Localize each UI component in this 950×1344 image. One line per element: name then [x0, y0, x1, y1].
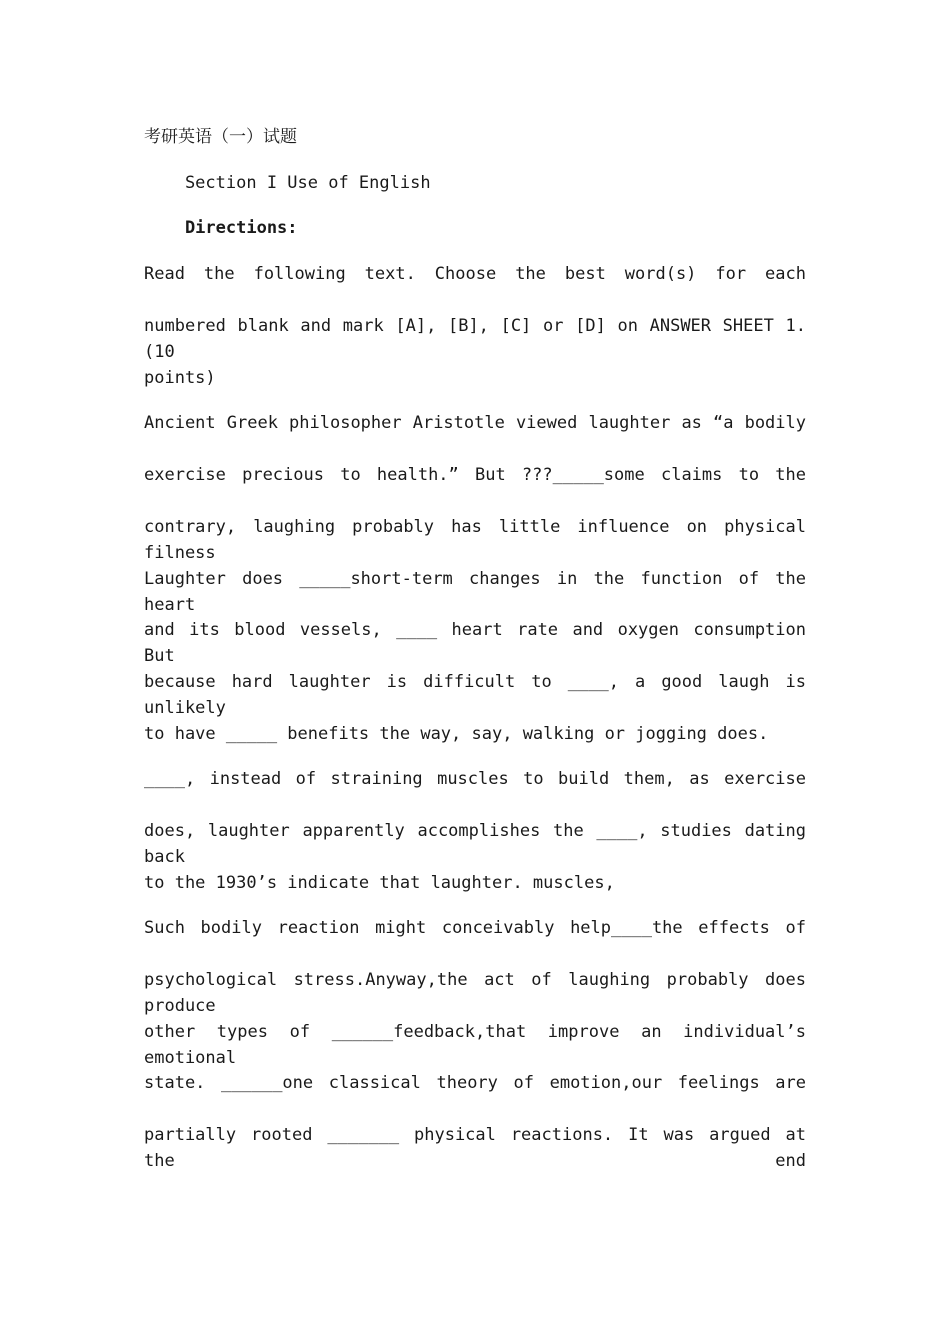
text-line: Such bodily reaction might conceivably help____the effects of — [144, 918, 806, 938]
text-line: Read the following text. Choose the best word(s) for each — [144, 264, 806, 284]
document-title: 考研英语（一）试题 — [144, 127, 297, 147]
text-line: does, laughter apparently accomplishes the ____, studies dating back — [144, 821, 806, 867]
text-line: Ancient Greek philosopher Aristotle viewed laughter as “a bodily — [144, 413, 806, 433]
text-line: to the 1930’s indicate that laughter. muscles, — [144, 873, 615, 893]
text-line: points) — [144, 368, 216, 388]
text-line: contrary, laughing probably has little influence on physical filness — [144, 517, 806, 563]
text-line: because hard laughter is difficult to ____, a good laugh is unlikely — [144, 672, 806, 718]
section-heading: Section I Use of English — [144, 173, 431, 193]
text-line: other types of ______feedback,that improve an individual’s emotional — [144, 1022, 806, 1068]
directions-heading: Directions: — [144, 218, 298, 238]
text-line: ____, instead of straining muscles to build them, as exercise — [144, 769, 806, 789]
text-line: state. ______one classical theory of emotion,our feelings are — [144, 1073, 806, 1093]
text-line: Laughter does _____short-term changes in the function of the heart — [144, 569, 806, 615]
text-line: partially rooted _______ physical reactions. It was argued at the end — [144, 1125, 806, 1171]
text-line: psychological stress.Anyway,the act of laughing probably does produce — [144, 970, 806, 1016]
text-line: and its blood vessels, ____ heart rate and oxygen consumption But — [144, 620, 806, 666]
text-line: numbered blank and mark [A], [B], [C] or [D] on ANSWER SHEET 1. (10 — [144, 316, 806, 362]
text-line: exercise precious to health.” But ???_____some claims to the — [144, 465, 806, 485]
text-line: to have _____ benefits the way, say, walking or jogging does. — [144, 724, 769, 744]
